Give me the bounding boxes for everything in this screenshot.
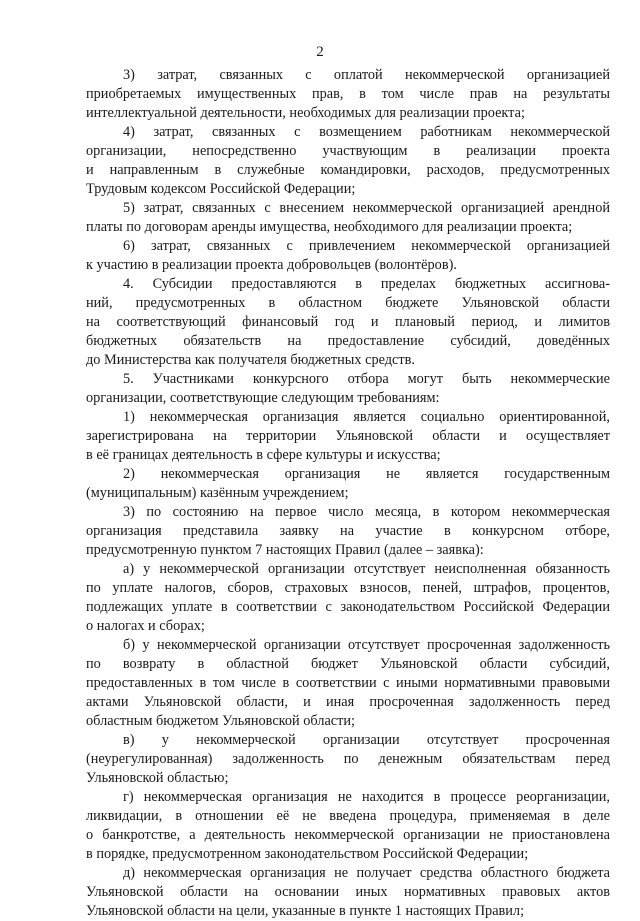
text-line: подлежащих уплате в соответствии с законодательством Российской Федерации [86, 599, 610, 615]
text-line: ний, предусмотренных в областном бюджете Ульяновской области [86, 295, 610, 311]
text-line: интеллектуальной деятельности, необходимых для реализации проекта; [86, 105, 525, 121]
text-line: предусмотренную пунктом 7 настоящих Правил (далее – заявка): [86, 542, 484, 558]
text-line: актами Ульяновской области, и иная просроченная задолженность перед [86, 694, 610, 710]
text-line: 4) затрат, связанных с возмещением работникам некоммерческой [123, 124, 610, 140]
page-number: 2 [316, 44, 324, 60]
text-line: о налогах и сборах; [86, 618, 205, 634]
text-line: Ульяновской области на цели, указанные в пункте 1 настоящих Правил; [86, 903, 525, 919]
text-line: Трудовым кодексом Российской Федерации; [86, 181, 356, 197]
text-line: предоставленных в том числе в соответствии с иными нормативными правовыми [86, 675, 610, 691]
text-line: 2) некоммерческая организация не является государственным [123, 466, 610, 482]
text-line: (муниципальным) казённым учреждением; [86, 485, 349, 501]
text-line: о банкротстве, а деятельность некоммерческой организации не приостановлена [86, 827, 610, 843]
document-body [86, 66, 610, 921]
text-line: до Министерства как получателя бюджетных средств. [86, 352, 415, 368]
text-line: Ульяновской областью; [86, 770, 229, 786]
text-line: по возврату в областной бюджет Ульяновской области субсидий, [86, 656, 610, 672]
text-line: (неурегулированная) задолженность по денежным обязательствам перед [86, 751, 610, 767]
text-line: бюджетных обязательств на предоставление субсидий, доведённых [86, 333, 610, 349]
text-line: на соответствующий финансовый год и плановый период, и лимитов [86, 314, 610, 330]
text-line: к участию в реализации проекта добровольцев (волонтёров). [86, 257, 457, 273]
text-line: ликвидации, в отношении её не введена процедура, применяемая в деле [86, 808, 610, 824]
text-line: Ульяновской области на основании иных нормативных правовых актов [86, 884, 610, 900]
text-line: б) у некоммерческой организации отсутствует просроченная задолженность [123, 637, 610, 653]
text-line: зарегистрирована на территории Ульяновской области и осуществляет [86, 428, 610, 444]
text-line: 5) затрат, связанных с внесением некоммерческой организацией арендной [123, 200, 610, 216]
text-line: 3) по состоянию на первое число месяца, в котором некоммерческая [123, 504, 610, 520]
text-line: организации, соответствующие следующим требованиям: [86, 390, 440, 406]
text-line: 1) некоммерческая организация является социально ориентированной, [123, 409, 610, 425]
text-line: и направленным в служебные командировки, расходов, предусмотренных [86, 162, 610, 178]
text-line: организации, непосредственно участвующим в реализации проекта [86, 143, 610, 159]
text-line: по уплате налогов, сборов, страховых взносов, пеней, штрафов, процентов, [86, 580, 610, 596]
text-line: областным бюджетом Ульяновской области; [86, 713, 356, 729]
text-line: 6) затрат, связанных с привлечением некоммерческой организацией [123, 238, 610, 254]
text-line: г) некоммерческая организация не находится в процессе реорганизации, [123, 789, 610, 805]
text-line: 4. Субсидии предоставляются в пределах бюджетных ассигнова- [123, 276, 610, 292]
text-line: в) у некоммерческой организации отсутствует просроченная [123, 732, 610, 748]
text-line: в её границах деятельность в сфере культуры и искусства; [86, 447, 441, 463]
text-line: в порядке, предусмотренном законодательством Российской Федерации; [86, 846, 529, 862]
text-line: 3) затрат, связанных с оплатой некоммерческой организацией [123, 67, 610, 83]
text-line: платы по договорам аренды имущества, необходимого для реализации проекта; [86, 219, 573, 235]
text-line: д) некоммерческая организация не получает средства областного бюджета [123, 865, 610, 881]
text-line: 5. Участниками конкурсного отбора могут быть некоммерческие [123, 371, 610, 387]
text-line: организация представила заявку на участие в конкурсном отборе, [86, 523, 610, 539]
text-line: а) у некоммерческой организации отсутствует неисполненная обязанность [123, 561, 610, 577]
text-line: приобретаемых имущественных прав, в том числе прав на результаты [86, 86, 610, 102]
